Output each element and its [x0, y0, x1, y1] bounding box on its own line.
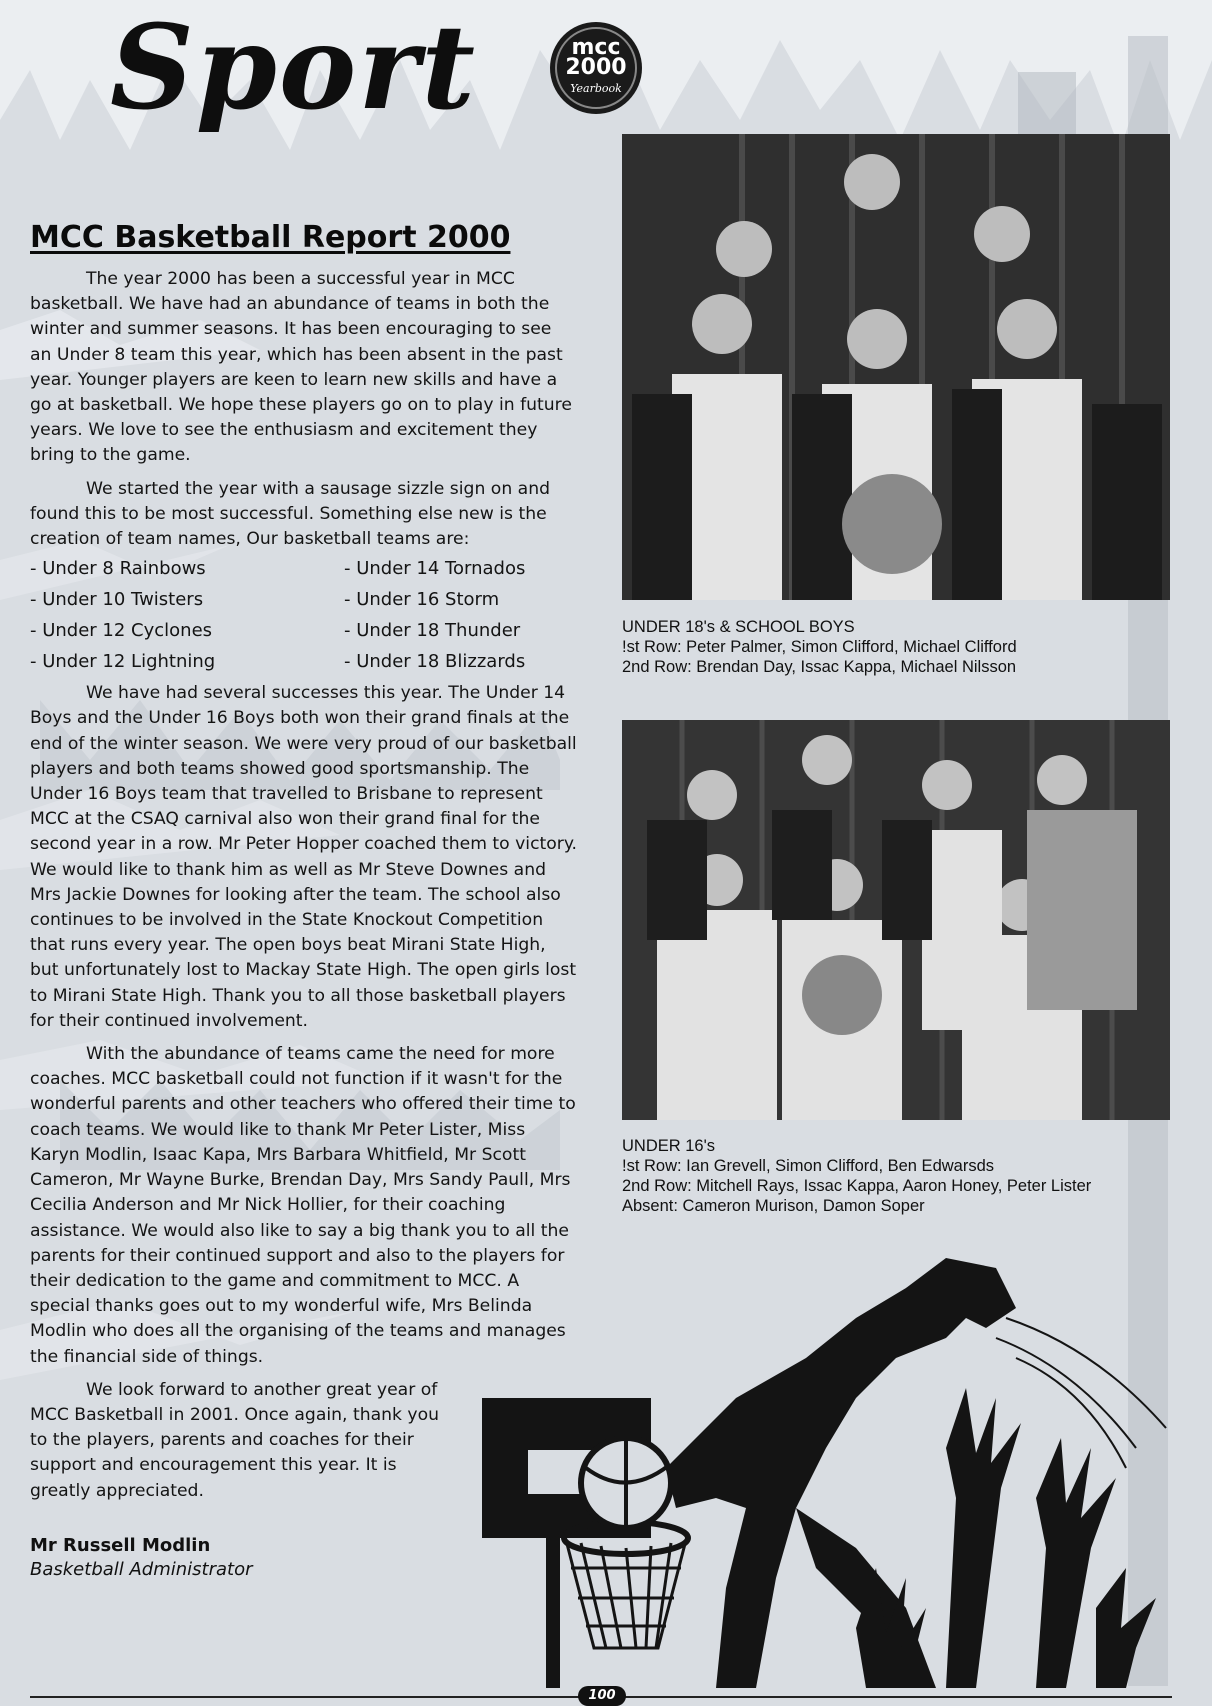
signature-role: Basketball Administrator [30, 1558, 253, 1580]
team-photo-image [622, 720, 1170, 1120]
article [30, 220, 578, 1582]
caption-title: UNDER 16's [622, 1137, 716, 1155]
team-item: - Under 10 Twisters [30, 589, 204, 611]
team-item: - Under 16 Storm [344, 589, 500, 611]
badge-line-2: 2000 [565, 55, 627, 80]
article-paragraph-5: We look forward to another great year of MCC Basketball in 2001. Once again, thank you to the players, parents and coaches for their support and encouragement this year. It is greatly appreciated. [30, 1379, 440, 1501]
article-headline: MCC Basketball Report 2000 [30, 220, 511, 255]
team-item: - Under 14 Tornados [344, 558, 526, 580]
yearbook-badge-icon [548, 20, 644, 116]
reaching-hands-icon [856, 1388, 1156, 1688]
signature-name: Mr Russell Modlin [30, 1534, 211, 1556]
page-title: Sport [110, 0, 477, 136]
team-photo-under-16 [622, 720, 1170, 1120]
photo-caption-under-18 [622, 617, 1017, 677]
article-paragraph-2: We started the year with a sausage sizzle sign on and found this to be most successful. Something else new is the creation of team names, Our basketball teams are: [30, 478, 551, 550]
team-item: - Under 8 Rainbows [30, 558, 206, 580]
page-number: 100 [578, 1686, 626, 1706]
caption-row-1: !st Row: Ian Grevell, Simon Clifford, Ben Edwarsds [622, 1157, 995, 1175]
team-photo-under-18 [622, 134, 1170, 600]
team-photo-image [622, 134, 1170, 600]
net-icon [566, 1540, 686, 1648]
team-item: - Under 18 Blizzards [344, 651, 526, 673]
badge-subtitle: Yearbook [570, 82, 622, 95]
team-item: - Under 18 Thunder [344, 620, 521, 642]
article-paragraph-1: The year 2000 has been a successful year in MCC basketball. We have had an abundance of teams in both the winter and summer seasons. It has been encouraging to see an Under 8 team this year, which has been absent in the past year. Younger players are keen to learn new skills and have a go at basketball. We hope these players go on to play in future years. We love to see the enthusiasm and excitement they bring to the game. [30, 269, 572, 466]
team-item: - Under 12 Lightning [30, 651, 216, 673]
article-paragraph-3: We have had several successes this year. The Under 14 Boys and the Under 16 Boys both won their grand finals at the end of the winter season. We were very proud of our basketball players and both teams showed good sportsmanship. The Under 16 Boys team that travelled to Brisbane to represent MCC at the CSAQ carnival also won their grand final for the second year in a row. Mr Peter Hopper coached them to victory. We would like to thank him as well as Mr Steve Downes and Mrs Jackie Downes for looking after the team. The school also continues to be involved in the State Knockout Competition that runs every year. The open boys beat Mirani State High, but unfortunately lost to Mackay State High. The open girls lost to Mirani State High. Thank you to all those basketball players for their continued involvement. [30, 683, 578, 1031]
article-paragraph-4: With the abundance of teams came the need for more coaches. MCC basketball could not function if it wasn't for the wonderful parents and other teachers who offered their time to coach teams. We would like to thank Mr Peter Lister, Miss Karyn Modlin, Isaac Kapa, Mrs Barbara Whitfield, Mr Scott Cameron, Mr Wayne Burke, Brendan Day, Mrs Sandy Paull, Mrs Cecilia Anderson and Mr Nick Hollier, for their coaching assistance. We would also like to say a big thank you to all the parents for their continued support and also to the players for their dedication to the game and commitment to MCC. A special thanks goes out to my wonderful wife, Mrs Belinda Modlin who does all the organising of the teams and manages the financial side of things. [30, 1044, 576, 1367]
caption-row-3: Absent: Cameron Murison, Damon Soper [622, 1197, 925, 1215]
caption-row-1: !st Row: Peter Palmer, Simon Clifford, Michael Clifford [622, 638, 1017, 656]
caption-title: UNDER 18's & SCHOOL BOYS [622, 618, 855, 636]
caption-row-2: 2nd Row: Mitchell Rays, Issac Kappa, Aaron Honey, Peter Lister [622, 1177, 1092, 1195]
photo-caption-under-16 [622, 1136, 1091, 1216]
team-item: - Under 12 Cyclones [30, 620, 213, 642]
badge-line-1: mcc [571, 35, 621, 60]
badge-text [548, 35, 644, 80]
basketball-cartoon-illustration [476, 1248, 1176, 1688]
caption-row-2: 2nd Row: Brendan Day, Issac Kappa, Michael Nilsson [622, 658, 1017, 676]
team-list [30, 556, 578, 675]
